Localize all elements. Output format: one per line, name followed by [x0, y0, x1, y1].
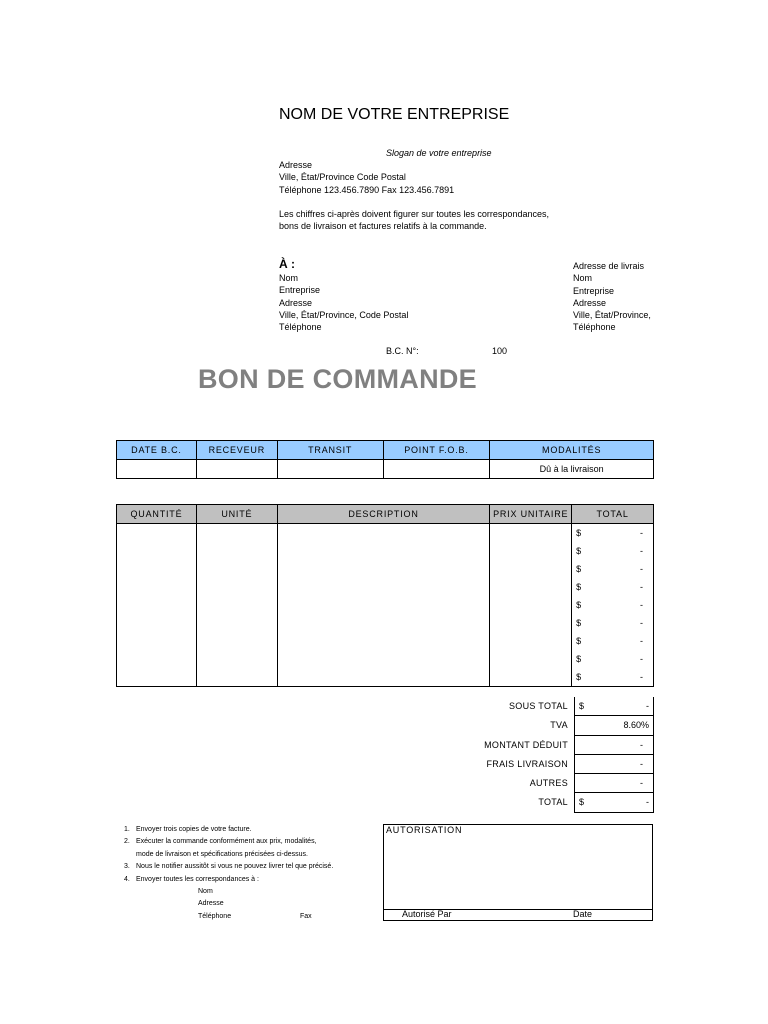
items-table [116, 504, 654, 687]
description-cell[interactable] [277, 542, 490, 560]
subtotal-label: SOUS TOTAL [508, 701, 568, 711]
subtotal-amount: - [646, 701, 649, 711]
quantity-cell[interactable] [117, 560, 197, 578]
instruction-text: mode de livraison et spécifications précisées ci-dessus. [136, 850, 308, 858]
description-cell[interactable] [277, 632, 490, 650]
unit-price-cell[interactable] [490, 614, 572, 632]
unit-price-cell[interactable] [490, 668, 572, 687]
ship-line: Adresse de livrais [573, 261, 645, 271]
description-cell[interactable] [277, 668, 490, 687]
line-total-cell[interactable] [572, 650, 654, 668]
quantity-cell[interactable] [117, 578, 197, 596]
header-po-date: DATE B.C. [117, 441, 197, 460]
instruction-number: 1. [124, 826, 130, 833]
summary-block [116, 697, 654, 813]
quantity-cell[interactable] [117, 614, 197, 632]
ship-line: Nom [573, 273, 593, 284]
terms-cell[interactable]: Dû à la livraison [490, 460, 654, 479]
item-rows [117, 524, 654, 687]
item-row [117, 668, 654, 687]
company-name: NOM DE VOTRE ENTREPRISE [279, 106, 510, 123]
currency-symbol: $ [576, 618, 582, 628]
authorized-by-label: Autorisé Par [402, 909, 452, 919]
note-line: Les chiffres ci-après doivent figurer sur toutes les correspondances, [279, 209, 549, 219]
currency-symbol: $ [579, 797, 585, 808]
quantity-cell[interactable] [117, 650, 197, 668]
instruction-number: 3. [124, 863, 130, 871]
po-date-cell[interactable] [117, 460, 197, 479]
currency-symbol: $ [576, 636, 582, 646]
unit-cell[interactable] [196, 542, 277, 560]
contact-phone-row [124, 911, 333, 923]
description-cell[interactable] [277, 560, 490, 578]
contact-address: Adresse [198, 900, 224, 908]
header-unit-price: PRIX UNITAIRE [490, 505, 572, 524]
description-cell[interactable] [277, 524, 490, 543]
to-line: Ville, État/Province, Code Postal [279, 309, 409, 320]
line-total-amount: - [640, 636, 643, 646]
instruction-item [124, 874, 333, 886]
line-total-amount: - [640, 618, 643, 628]
currency-symbol: $ [576, 654, 582, 664]
unit-price-cell[interactable] [490, 578, 572, 596]
contact-phone: Téléphone [198, 912, 232, 920]
header-description: DESCRIPTION [277, 505, 490, 524]
line-total-cell[interactable] [572, 560, 654, 578]
po-number-value: 100 [492, 346, 508, 356]
item-row [117, 596, 654, 614]
unit-cell[interactable] [196, 668, 277, 687]
unit-cell[interactable] [196, 614, 277, 632]
address-line: Ville, État/Province Code Postal [279, 172, 406, 183]
ship-to-address [573, 260, 763, 334]
item-row [117, 524, 654, 543]
fob-cell[interactable] [383, 460, 490, 479]
company-address [279, 159, 454, 196]
header-quantity: QUANTITÉ [117, 505, 197, 524]
unit-price-cell[interactable] [490, 542, 572, 560]
item-row [117, 542, 654, 560]
date-label: Date [573, 909, 593, 919]
other-label: AUTRES [529, 778, 568, 789]
shipping-value[interactable]: - [574, 755, 654, 774]
line-total-cell[interactable] [572, 632, 654, 650]
description-cell[interactable] [277, 614, 490, 632]
contact-name: Nom [198, 888, 213, 896]
header-transit: TRANSIT [277, 441, 383, 460]
unit-cell[interactable] [196, 596, 277, 614]
quantity-cell[interactable] [117, 542, 197, 560]
instructions-list [124, 824, 333, 923]
line-total-cell[interactable] [572, 524, 654, 543]
unit-cell[interactable] [196, 560, 277, 578]
header-total: TOTAL [572, 505, 654, 524]
to-line: Téléphone [279, 322, 322, 333]
currency-symbol: $ [576, 564, 582, 574]
header-unit: UNITÉ [196, 505, 277, 524]
line-total-cell[interactable] [572, 542, 654, 560]
note-line: bons de livraison et factures relatifs à la commande. [279, 221, 487, 232]
instruction-text: Nous le notifier aussitôt si vous ne pouvez livrer tel que précisé. [136, 863, 334, 871]
instruction-text: Exécuter la commande conformément aux prix, modalités, [136, 838, 317, 846]
unit-cell[interactable] [196, 578, 277, 596]
order-info-table [116, 440, 654, 479]
line-total-amount: - [640, 582, 643, 592]
line-total-amount: - [640, 600, 643, 610]
instruction-item [124, 861, 333, 873]
description-cell[interactable] [277, 596, 490, 614]
po-number-label: B.C. N°: [386, 346, 419, 356]
line-total-cell[interactable] [572, 614, 654, 632]
authorization-box [383, 824, 653, 921]
address-line: Téléphone 123.456.7890 Fax 123.456.7891 [279, 184, 455, 195]
line-total-amount: - [640, 672, 643, 682]
currency-symbol: $ [576, 582, 582, 592]
to-line: Nom [279, 273, 299, 283]
unit-cell[interactable] [196, 650, 277, 668]
ship-line: Téléphone [573, 322, 616, 333]
instruction-item [124, 849, 333, 861]
description-cell[interactable] [277, 578, 490, 596]
shipping-label: FRAIS LIVRAISON [486, 758, 568, 769]
header-fob: POINT F.O.B. [383, 441, 490, 460]
description-cell[interactable] [277, 650, 490, 668]
item-row [117, 650, 654, 668]
authorization-title: AUTORISATION [386, 825, 463, 835]
instruction-number: 2. [124, 838, 130, 846]
header-receiver: RECEVEUR [196, 441, 277, 460]
tax-value[interactable]: 8.60% [574, 716, 654, 735]
company-slogan: Slogan de votre entreprise [386, 148, 492, 158]
item-row [117, 560, 654, 578]
receiver-cell[interactable] [196, 460, 277, 479]
unit-price-cell[interactable] [490, 560, 572, 578]
item-row [117, 578, 654, 596]
ship-line: Adresse [573, 297, 607, 308]
currency-symbol: $ [576, 546, 582, 556]
ship-line: Entreprise [573, 285, 615, 296]
total-amount: - [646, 797, 649, 808]
line-total-cell[interactable] [572, 596, 654, 614]
unit-price-cell[interactable] [490, 650, 572, 668]
line-total-amount: - [640, 654, 643, 664]
total-value[interactable] [574, 793, 654, 812]
to-heading: À : [279, 257, 295, 271]
line-total-cell[interactable] [572, 668, 654, 687]
instruction-number: 4. [124, 875, 130, 883]
header-terms: MODALITÉS [490, 441, 654, 460]
deduct-label: MONTANT DÉDUIT [484, 739, 568, 750]
line-total-amount: - [640, 546, 643, 556]
line-total-amount: - [640, 528, 643, 538]
quantity-cell[interactable] [117, 524, 197, 543]
tax-label: TVA [550, 720, 568, 731]
line-total-cell[interactable] [572, 578, 654, 596]
currency-symbol: $ [576, 528, 582, 538]
deduct-value[interactable]: - [574, 736, 654, 755]
contact-fax: Fax [300, 912, 312, 920]
item-row [117, 632, 654, 650]
instruction-item [124, 836, 333, 848]
unit-price-cell[interactable] [490, 524, 572, 543]
unit-cell[interactable] [196, 632, 277, 650]
unit-cell[interactable] [196, 524, 277, 543]
currency-symbol: $ [576, 672, 582, 682]
item-row [117, 614, 654, 632]
total-label: TOTAL [538, 797, 568, 808]
quantity-cell[interactable] [117, 668, 197, 687]
unit-price-cell[interactable] [490, 596, 572, 614]
quantity-cell[interactable] [117, 596, 197, 614]
quantity-cell[interactable] [117, 632, 197, 650]
unit-price-cell[interactable] [490, 632, 572, 650]
transit-cell[interactable] [277, 460, 383, 479]
address-line: Adresse [279, 160, 313, 170]
document-title: BON DE COMMANDE [198, 364, 477, 394]
currency-symbol: $ [576, 600, 582, 610]
instruction-text: Envoyer trois copies de votre facture. [136, 826, 252, 833]
other-value[interactable]: - [574, 774, 654, 793]
to-address [279, 272, 408, 333]
to-line: Adresse [279, 297, 313, 308]
instruction-text: Envoyer toutes les correspondances à : [136, 875, 259, 883]
subtotal-value[interactable] [574, 697, 654, 716]
instruction-item [124, 824, 333, 836]
to-line: Entreprise [279, 285, 321, 296]
currency-symbol: $ [579, 701, 585, 711]
reference-note [279, 208, 549, 233]
line-total-amount: - [640, 564, 643, 574]
ship-line: Ville, État/Province, [573, 310, 651, 321]
